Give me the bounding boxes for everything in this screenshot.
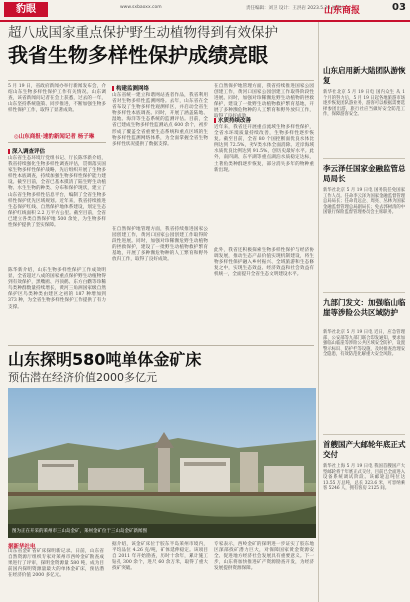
lead-reporter: ◎山东商报·速豹新闻记者 杨子琳 <box>14 134 95 140</box>
section3-body-2: 此外，我省还积极探索生物多样性保护与经济协调发展，推动生态产品价值实现机制建设，将生物多样性保护融入乡村振兴、全域旅游和生态修复之中，实现生态效益、经济效益和社会效益有机统一，全面提升全省生态文明建设水平。 <box>214 248 314 278</box>
paper-logo: 豹眼 <box>4 2 48 17</box>
lead-intro: 5 月 19 日，省政府新闻办举行新闻发布会，介绍山东生物多样性保护工作有关情况。山东调查，该省新闻问记者在会上获悉，过去的一年，山东坚持系统施策、同步推进，不断加强生物多样性保护工作，取得了显著成效。 <box>8 84 106 114</box>
section3-body: 近年来，我省还开展重点流域生物多样性保护，全省水环境质量持续改善，生物多样性逐步恢复。截至目前，全省 80 个国控断面优良水体比例达到 72.5%，劣Ⅴ类水体全面消除。近岸海域水质优良比例达到 91.5%，创历史最好水平。此外，南四湖、东平湖等重点湖泊水质稳定达标，土著鱼类种群逐步恢复，部分消失多年的物种重新出现。 <box>214 125 314 173</box>
website-url: www.sxbaoxx.com <box>120 5 162 10</box>
story-divider <box>8 345 314 346</box>
sidebar-item-title: 李云泽任国家金融监管总局局长 <box>323 164 406 183</box>
section-name: 山东商报 <box>324 6 361 16</box>
gold-reporter: 据新华社电 <box>8 544 36 550</box>
sidebar-item-title: 九部门发文：加强临山临崖等涉险公共区域防护 <box>323 298 406 317</box>
section3-heading: 水质持续改善 <box>214 116 251 124</box>
gold-mine-photo <box>8 388 316 538</box>
masthead <box>0 0 410 22</box>
section2-heading: 构建监测网络 <box>112 84 149 92</box>
section2-body-2: 在自然保护地管理方面，我省持续推进国家公园创建工作，黄河口国家公园创建工作取得阶段性进展。同时，加强对珍稀濒危野生动植物的拯救保护，建设了一批野生动植物救护繁育基地，开展了多种濒危物种的人工繁育和野外放归工作，取得了良好成效。 <box>112 227 208 263</box>
sidebar-item-title: 山东启用新大陆团队游恢复 <box>323 66 406 85</box>
gold-mine-photo-image <box>8 388 316 538</box>
sidebar-divider <box>323 434 405 435</box>
sidebar-item-text: 新华社北京 5 月 19 日电 国内众生 从 1 个月的努力后，5 月 19 日起各地旅游市场逐步恢复团队游业务，游客可以根据需要选择参团出游，旅行社应当做好安全防范工作，保障游客安全。 <box>323 90 405 118</box>
lead-subheadline: 超八成国家重点保护野生动植物得到有效保护 <box>8 25 278 41</box>
news-sidebar <box>318 22 407 602</box>
lead-headline: 我省生物多样性保护成绩亮眼 <box>8 43 268 67</box>
headline-divider <box>8 80 314 81</box>
sidebar-item-text: 新华社北京 5 月 19 日电 国务院任免国家工作人员。任命李云泽为国家金融监督管理总局局长；任命肖远企、周亮、丛林为国家金融监督管理总局副局长；免去郭树清的中国银行保险监督管理委员会主席职务。 <box>323 188 405 216</box>
photo-caption: 图为正在开采的莱州市三山岛金矿，莱州金矿位于三山岛金矿新闻图 <box>12 529 147 534</box>
page-number: 03 <box>392 2 406 13</box>
edition-meta: 责任编辑：刘卫 设计：王洪岩 2023.5.20 星期六 <box>246 6 346 11</box>
gold-subheadline: 预估潜在经济价值2000多亿元 <box>8 371 157 384</box>
section2-body: 山东省统一建立和谐网站查者作品，我省利用省对生物多样性监测网络。去年，山东省在全省布设了生物多样性观测样区，并启动全省生物多样性本底调查。同时，开展了涵盖陆地、湿地、海洋等生态系统的监测评估。目前，全省已建成生物多样性监测站点 600 余个，初步形成了覆盖全省重要生态系统和重点区域的生物多样性监测网络体系，为全面掌握全省生物多样性状况提供了数据支撑。 <box>112 93 208 147</box>
section1-body: 山东省生态环境厅党组书记、厅长陈华新介绍，我省持续强化生物多样性调查评估，贯彻落实国家生物多样性保护战略，先后组织开展了生物多样性本底调查，持续加强生物多样性保护能力建设。截至目前，全省已基本摸清了陆生野生动植物、水生生物的种类、分布和保护现状，建立了山东省生物多样性信息平台，编制了全省生物多样性保护优先区域规划。近年来，我省持续推进生态保护红线、自然保护地体系建设，划定生态保护红线面积 2.2 万平方公里。截至目前，全省已建立各类自然保护地 500 余处，为生物多样性保护提供了坚实保障。 <box>8 156 106 229</box>
section1-body-2: 陈华新介绍，山东生物多样性保护工作成效明显，全省超过八成的国家重点保护野生动植物得到有效保护，黑嘴鸥、丹顶鹤、东方白鹳等珍稀鸟类种群数量持续增长，黄河三角洲国家级自然保护区鸟类种类由建区之初的 187 种增加到 373 种，为全省生物多样性保护工作提供了有力支撑。 <box>8 268 106 310</box>
intro-divider <box>8 142 106 143</box>
sidebar-divider <box>323 158 405 159</box>
sidebar-item-text: 新华社北京 5 月 19 日电 近日，应急管理部、公安部等九部门联合印发通知，要求加强临山临崖等涉险公共区域安全防护，设置警示标识、防护栏等设施，及时排查治理安全隐患，有效防范化解重大安全风险。 <box>323 330 405 358</box>
section2-body-cont: 在自然保护地管理方面，我省持续推进国家公园创建工作，黄河口国家公园创建工作取得阶段性进展。同时，加强对珍稀濒危野生动植物的拯救保护，建设了一批野生动植物救护繁育基地，开展了多种濒危物种的人工繁育和野外放归工作，取得了良好成效。 <box>214 84 314 120</box>
section1-heading: 深入调查评估 <box>8 147 45 155</box>
gold-body-3: 专家表示，西岭金矿的探明进一步证实了胶东地区深部找矿潜力巨大，对保障国家黄金资源安全、促进地方经济社会发展具有重要意义。下一步，山东将加快推进矿产资源勘查开发，为经济发展提供资源保障。 <box>214 542 314 572</box>
sidebar-item-title: 首艘国产大邮轮年底正式交付 <box>323 440 406 459</box>
gold-body-2: 据介绍，该金矿床位于胶东半岛莱州市境内，平均品位 4.26 克/吨，矿体延伸稳定。该项目自 2011 年开始勘查，历时十余年，累计施工钻孔 300 余个，进尺 60 余万米，取得了重大找矿突破。 <box>112 542 208 572</box>
sidebar-item-text: 新华社上海 5 月 19 日电 我国首艘国产大型邮轮将于年底正式交付，目前已全面进入设备系统调试阶段。该邮轮总吨位达 13.55 万总吨，总长 323.6 米，可容纳乘客 5246 人，拥有客房 2125 间。 <box>323 464 405 492</box>
gold-headline: 山东探明580吨单体金矿床 <box>8 350 202 369</box>
sidebar-divider <box>323 292 405 293</box>
gold-body-1: 山东省金矿省矿床探明新记录。日前，山东省自然资源厅组织专家对莱州市西岭金矿勘查成果进行了评审，探明金资源量 580 吨，成为目前国内探明资源量最大的单体金矿床，预估潜在经济价值 2000 多亿元。 <box>8 549 104 579</box>
